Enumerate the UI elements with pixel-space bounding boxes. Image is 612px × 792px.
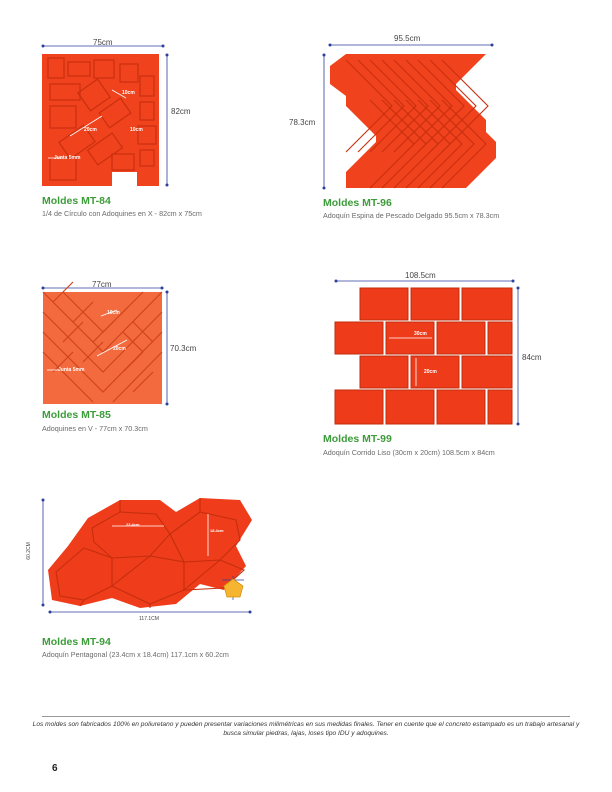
mt94-width-label: 117.1CM	[139, 616, 159, 622]
mt96-height-label: 78.3cm	[289, 118, 316, 127]
mt94-label-18cm: 18.4cm	[210, 528, 224, 533]
mt85-width-label: 77cm	[92, 280, 112, 289]
footer-divider	[42, 716, 570, 717]
mt99-description: Adoquín Corrido Liso (30cm x 20cm) 108.5cm x 84cm	[323, 448, 495, 457]
mt99-width-label: 108.5cm	[405, 271, 436, 280]
mt84-label-junta: Junta 5mm	[54, 155, 81, 161]
mt85-height-label: 70.3cm	[170, 344, 197, 353]
mt84-description: 1/4 de Círculo con Adoquines en X - 82cm x 75cm	[42, 209, 202, 218]
mt85-title: Moldes MT-85	[42, 409, 111, 421]
mt96-description: Adoquín Espina de Pescado Delgado 95.5cm x 78.3cm	[323, 211, 500, 220]
mt84-title: Moldes MT-84	[42, 195, 111, 207]
mt94-height-label: 60.2CM	[25, 542, 32, 560]
footer-disclaimer: Los moldes son fabricados 100% en poliuretano y pueden presentar variaciones milimétricas en sus medidas finales. Tener en cuente que el concreto estampado es un trabajo artesanal y busca simular piedras, lajas, loses tipo IDU y adoquines.	[32, 721, 580, 737]
mt84-width-label: 75cm	[93, 38, 113, 47]
page-number: 6	[52, 763, 58, 774]
mt94-label-23cm: 23.4cm	[126, 522, 140, 527]
mt96-width-label: 95.5cm	[394, 34, 421, 43]
mt99-label-30cm: 30cm	[414, 331, 427, 337]
mt94-title: Moldes MT-94	[42, 636, 111, 648]
mt94-description: Adoquín Pentagonal (23.4cm x 18.4cm) 117.1cm x 60.2cm	[42, 650, 229, 659]
mt85-label-20cm: 20cm	[113, 346, 126, 352]
mt85-label-10cm: 10cm	[107, 310, 120, 316]
mt85-label-junta: Junta 5mm	[58, 367, 85, 373]
mt84-height-label: 82cm	[171, 107, 191, 116]
mt99-height-label: 84cm	[522, 353, 542, 362]
mt85-description: Adoquines en V - 77cm x 70.3cm	[42, 424, 148, 433]
mt84-label-10cm-b: 10cm	[130, 127, 143, 133]
mt96-title: Moldes MT-96	[323, 197, 392, 209]
mt84-label-10cm-a: 10cm	[122, 90, 135, 96]
mt84-label-20cm: 20cm	[84, 127, 97, 133]
mt99-label-20cm: 20cm	[424, 369, 437, 375]
mt99-title: Moldes MT-99	[323, 433, 392, 445]
